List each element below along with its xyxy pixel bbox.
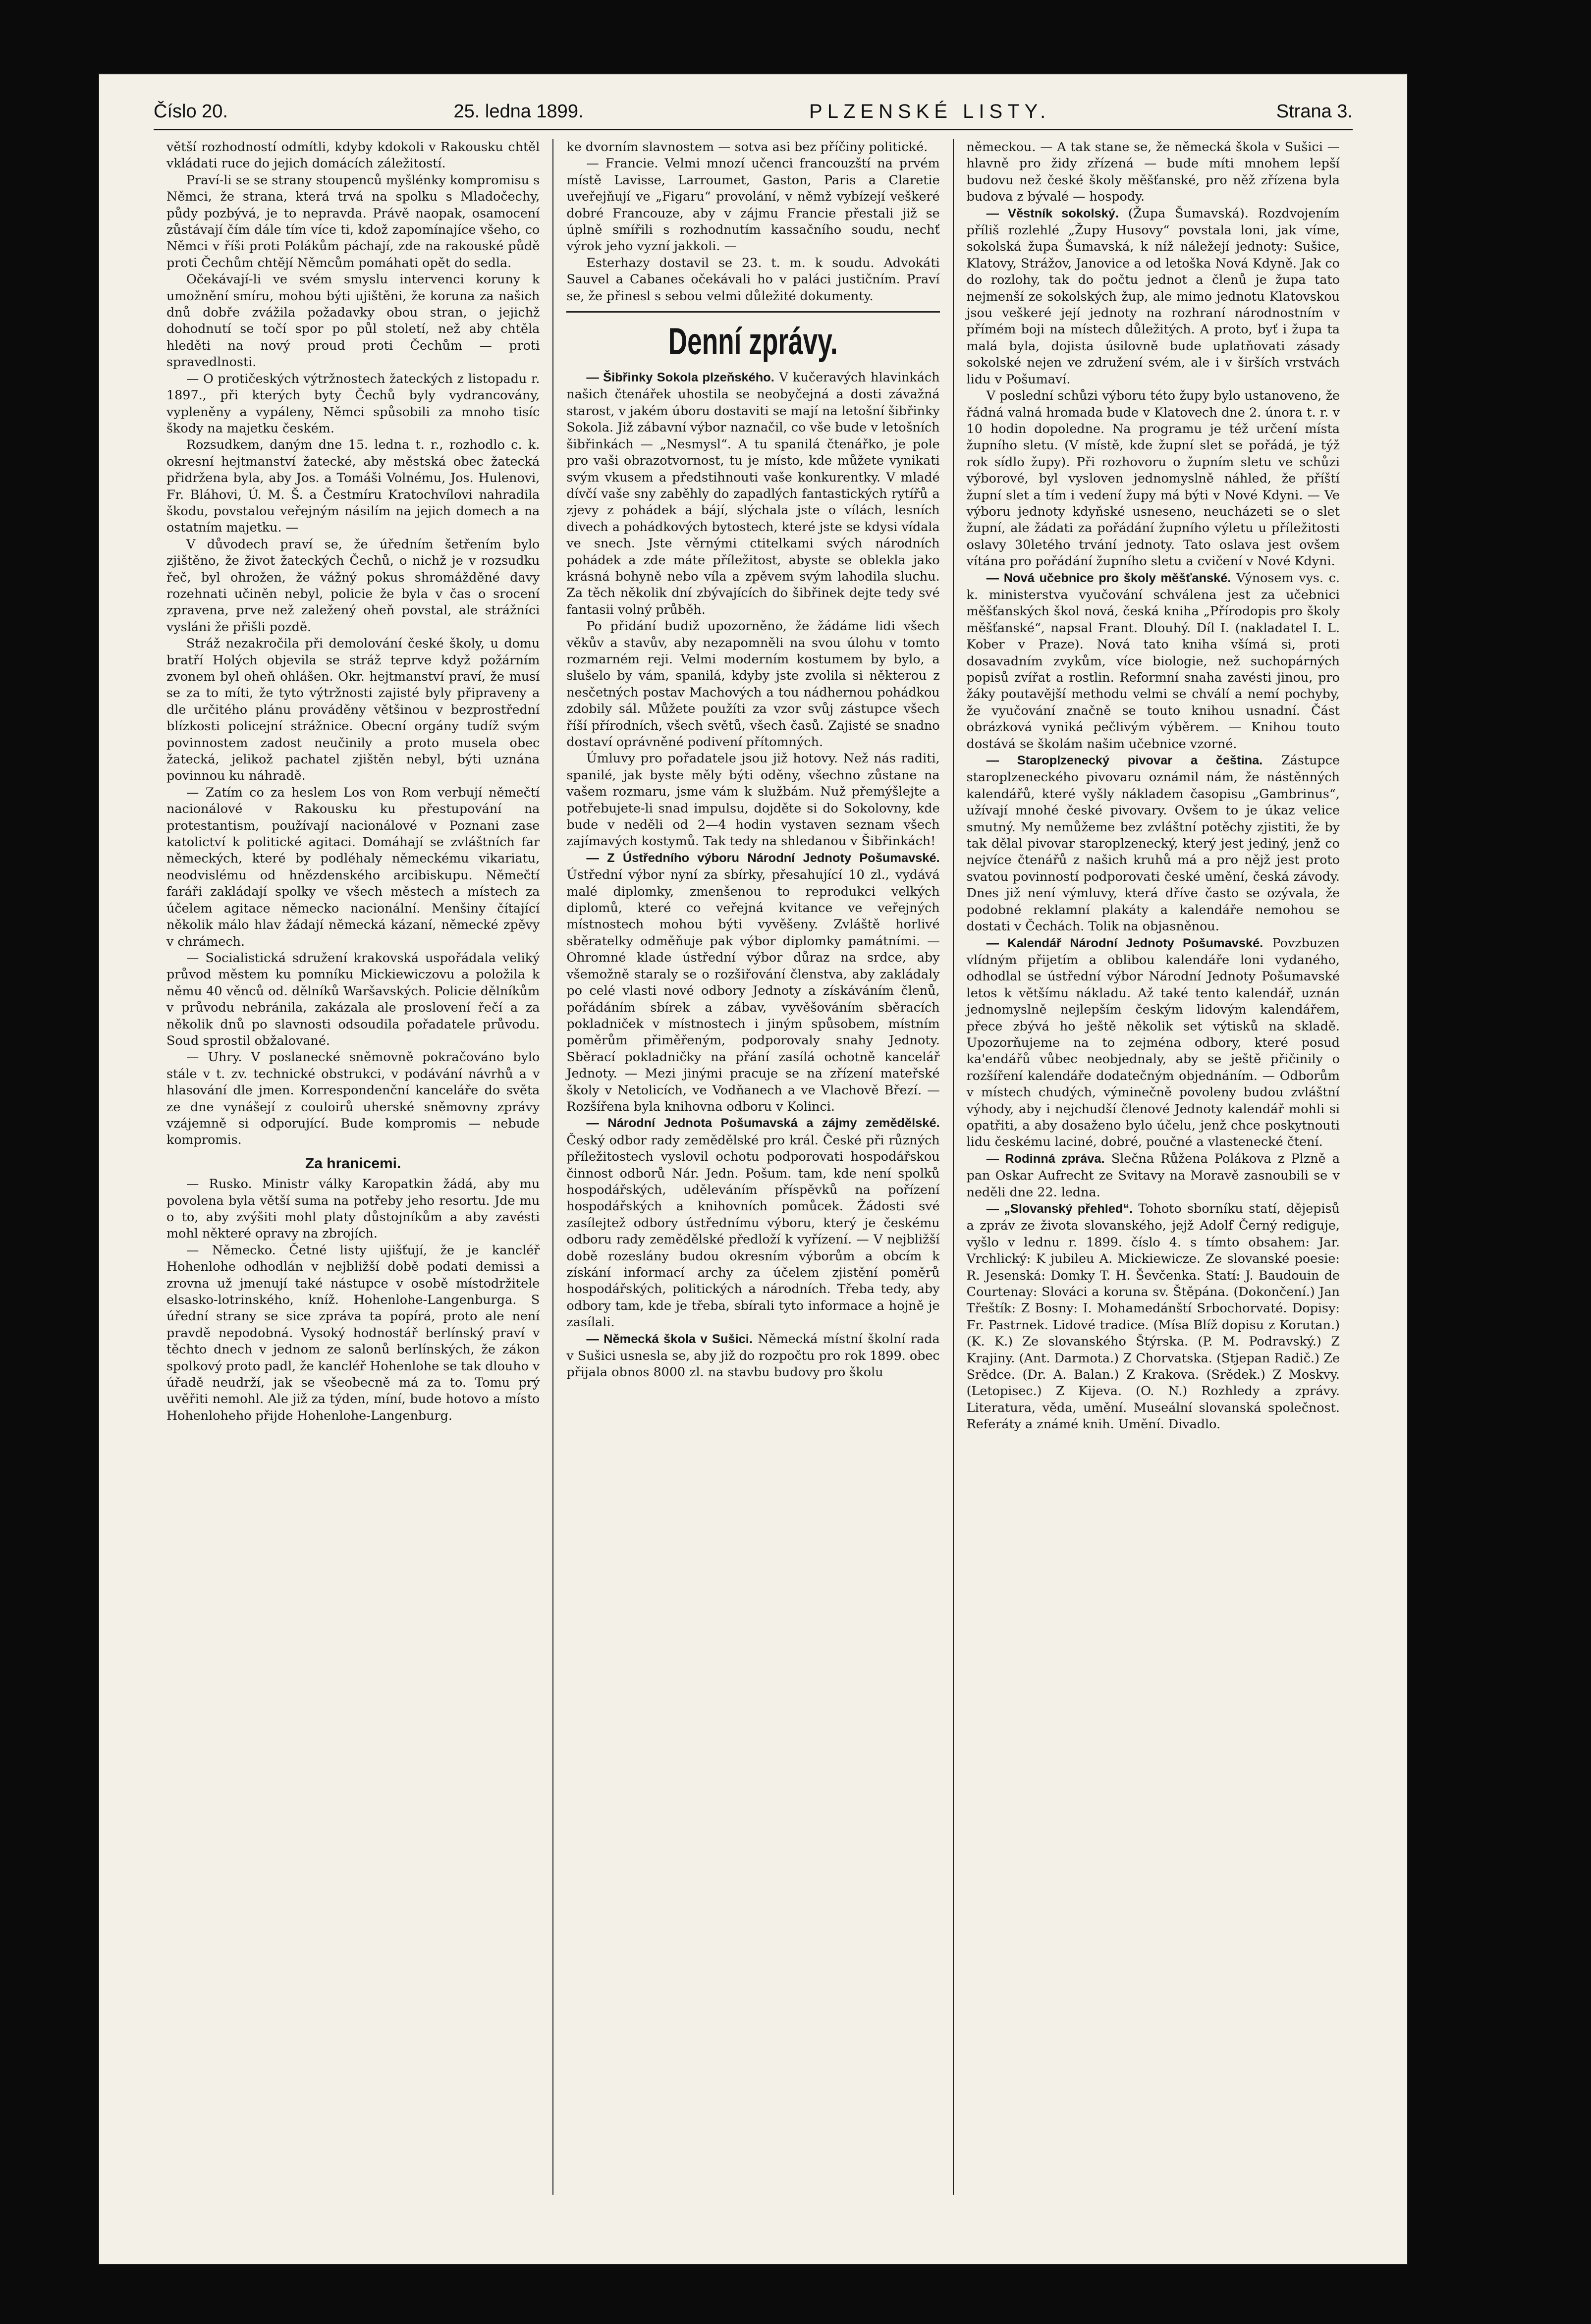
item-title: — Věstník sokolský. [986, 206, 1119, 220]
paragraph: Esterhazy dostavil se 23. t. m. k soudu. Advokáti Sauvel a Cabanes očekávali ho v paláci justičním. Praví se, že přinesl s sebou velmi důležité dokumenty. [566, 255, 940, 303]
paragraph: Praví-li se se strany stoupenců myšlénky kompromisu s Němci, že strana, která trvá na spolku s Mladočechy, půdy pozbývá, je to nepravda. Právě naopak, osamocení zůstávají čím dále tím více ti, kdož zapomínajíce všeho, co Němci v říši proti Polákům páchají, zde na rakouské půdě proti Čechům chtějí Němcům pomáhati opět do sedla. [166, 172, 540, 270]
item-text: Povzbuzen vlídným přijetím a oblibou kalendáře loni vydaného, odhodlal se ústřední výbor Národní Jednoty Pošumavské letos k většímu nákladu. Až také tento kalendář, uznán jednomyslně nejlepším českým lidovým kalendářem, přece zbývá ho ještě několik set výtisků na skladě. Upozorňujeme na to zejména odbory, které posud ka'endářů vůbec neobjednaly, aby se ještě přičinily o rozšíření kalendáře dodatečným objednáním. — Odborům v místech chudých, výminečně povoleny budou zvláštní výhody, aby i nejchudší členové Jednoty kalendář mohli si opatřiti, a aby dosaženo bylo účelu, jenž chce poskytnouti lidu českému laciné, dobré, poučné a vlastenecké čtení. [966, 935, 1340, 1149]
masthead: PLZENSKÉ LISTY. [809, 100, 1051, 122]
issue-number: Číslo 20. [154, 101, 228, 122]
paragraph [566, 850, 939, 1115]
paragraph [566, 369, 939, 618]
item-text: V kučeravých hlavinkách našich čtenářek uhostila se neobyčejná a dosti závažná starost, v jakém úboru dostaviti se mají na letošní šibřinky Sokola. Již zábavní výbor naznačil, co vše bude v letošních šibřinkách — „Nesmysl“. A tu spanilá čtenářko, je pole pro vaši obrazotvornost, tu je místo, kde můžete vynikati svým vkusem a předstihnouti vaše konkurentky. V mladé dívčí vaše sny zaběhly do zapadlých fantastických rytířů a zjevy z pohádek a bájí, slýchala jste o vílách, lesních divech a pohádkových bytostech, které jste se kdysi vídala ve snech. Jste věrnými ctitelkami svých národních pohádek a zde máte příležitost, abyste se oblekla jako krásná bohyně nebo víla a zpěvem svým lahodila sluchu. Za těch několik dní zbývajících do šibřinek dejte tedy své fantasii volný průběh. [566, 370, 940, 617]
item-text: Český odbor rady zemědělské pro král. České při různých příležitostech vyslovil ochotu podporovati hospodářskou činnost odborů Nár. Jedn. Pošum. tam, kde není spolků hospodářských, uděleváním příspěvků na pořízení hospodářských a knihovních pomůcek. Žádosti své zasílejtež odbory ústřednímu výboru, který je českému odboru rady zemědělské předloží k vyřízení. — V nejbližší době rozeslány budou okresním výborům a obcím k získání informací archy za účelem zjistění poměrů hospodářských, politických a národních. Třeba tedy, aby odbory tam, kde je třeba, sbírali tyto informace a hojně je zasílali. [566, 1132, 940, 1330]
page-header [154, 94, 1353, 130]
paragraph [967, 1150, 1340, 1200]
column-2 [552, 139, 952, 2195]
item-text: Německá místní školní rada v Sušici usnesla se, aby již do rozpočtu pro rok 1899. obec přijala obnos 8000 zl. na stavbu budovy pro školu [566, 1331, 940, 1380]
paragraph: — Uhry. V poslanecké sněmovně pokračováno bylo stále v t. zv. technické obstrukci, v podávání návrhů a v hlasování dle jmen. Korrespondenční kanceláře do světa ze dne vynášejí z couloirů uherské sněmovny zprávy vzájemně si odporující. Bude kompromis — nebude kompromis. [166, 1049, 540, 1147]
section-heading-large: Denní zprávy. [668, 321, 838, 363]
paragraph: — O protičeských výtržnostech žateckých z listopadu r. 1897., při kterých byty Čechů byly vydrancovány, vypleněny a vypáleny, Němci spůsobili za mnoho tisíc škody na majetku českém. [166, 371, 540, 435]
column-1 [154, 139, 552, 2195]
item-text: Slečna Růžena Polákova z Plzně a pan Oskar Aufrecht ze Svitavy na Moravě zasnoubili se v neděli dne 22. ledna. [966, 1150, 1340, 1199]
paragraph: větší rozhodností odmítli, kdyby kdokoli v Rakousku chtěl vkládati ruce do jejich domácích záležitostí. [166, 139, 540, 171]
newspaper-page [99, 74, 1407, 2264]
item-title: — „Slovanský přehled“. [986, 1202, 1133, 1216]
item-title: — Nová učebnice pro školy měšťanské. [986, 571, 1231, 585]
section-heading: Za hranicemi. [305, 1155, 401, 1172]
item-title: — Kalendář Národní Jednoty Pošumavské. [986, 936, 1263, 950]
paragraph [566, 1331, 939, 1381]
paragraph: Stráž nezakročila při demolování české školy, u domu bratří Holých objevila se stráž teprve když požárním zvonem byl oheň ohlášen. Okr. hejtmanství praví, že musí se za to míti, že tyto výtržnosti zajisté byly připraveny a dle určitého plánu prováděny většinou v bezprostřední blízkosti policejní strážnice. Obecní orgány tudíž svým povinnostem zadost neučinily a proto musela obec žatecká, jelikož pachatel zjištěn nebyl, býti uznána povinnou ku náhradě. [166, 636, 540, 783]
item-title: — Národní Jednota Pošumavská a zájmy zemědělské. [586, 1116, 940, 1131]
paragraph [566, 1115, 939, 1330]
paragraph [967, 570, 1340, 752]
paragraph [967, 1200, 1340, 1433]
item-title: — Staroplzenecký pivovar a čeština. [986, 754, 1263, 768]
issue-date: 25. ledna 1899. [453, 101, 584, 122]
item-text: Výnosem vys. c. k. ministerstva vyučování schválena jest za učebnici měšťanských škol nová, česká kniha „Přírodopis pro školy měšťanské“, napsal Frant. Dlouhý. Díl I. (nakladatel I. L. Kober v Praze). Nová tato kniha všímá si, proti dosavadním zvykům, více biologie, než suchopárných popisů zvířat a rostlin. Reformní snaha zavésti jinou, pro žáky poutavější methodu velmi se chválí a nemí pochyby, že vyučování značně se touto knihou usnadní. Část obrázková vyniká pečlivým výběrem. — Knihou touto dostává se školám našim učebnice vzorné. [966, 570, 1340, 751]
page-number: Strana 3. [1276, 101, 1353, 122]
item-text: (Župa Šumavská). Rozdvojením příliš rozlehlé „Župy Husovy“ povstala loni, jak víme, sokolská župa Šumavská, k níž náležejí jednoty: Sušice, Klatovy, Strážov, Janovice a od letoška Nová Kdyně. Jak co do rozlohy, tak do počtu jednot a členů je župa tato nejmenší ze sokolských žup, ale mimo jednotu Klatovskou jsou veškeré její jednoty na rozhraní národnostním v přímém boji na místech důležitých. A proto, byť i župa ta malá byla, dojista úsilovně bude uplatňovati zásady sokolské nejen ve združení svém, ale i v širších vrstvách lidu v Pošumaví. [966, 205, 1340, 386]
paragraph [967, 205, 1340, 387]
item-text: Tohoto sborníku statí, dějepisů a zpráv ze života slovanského, jejž Adolf Černý rediguje, vyšlo v lednu r. 1899. číslo 4. s tímto obsahem: Jar. Vrchlický: K jubileu A. Mickiewicze. Ze slovanské poesie: R. Jesenská: Domky T. H. Ševčenka. Statí: J. Baudouin de Courtenay: Slováci a koruna sv. Štěpána. (Dokončení.) Jan Třeštík: Z Bosny: I. Mohamedánští Srbochorvaté. Dopisy: Fr. Pastrnek. Lidové tradice. (Mísa Blíž dopisu z Korutan.) (K. K.) Ze slovanského Štýrska. (P. M. Podravský.) Z Krajiny. (Ant. Darmota.) Z Chorvatska. (Stjepan Radič.) Ze Srědce. (Dr. A. Balan.) Z Krakova. (Srědek.) Z Moskvy. (Letopisec.) Z Kijeva. (O. N.) Rozhledy a zprávy. Literatura, věda, umění. Museální slovanská společnost. Referáty a známé knih. Umění. Divadlo. [966, 1201, 1340, 1432]
item-text: Ústřední výbor nyní za sbírky, přesahující 10 zl., vydává malé diplomky, zmenšenou to reprodukci velkých diplomů, které co veřejná kvitance ve veřejných místnostech mohou býti vyvěšeny. Zvláště horlivé sběratelky odměňuje pak výbor diplomky památními. — Ohromné klade ústřední výbor důraz na srdce, aby všemožně staraly se o rozšiřování členstva, aby zakládaly po celé vlasti nové odbory Jednoty a získáváním členů, pořádáním sbírek a zábav, vyvěšováním sběracích pokladniček v místnostech i jiným spůsobem, místním poměrům přiměřeným, podporovaly snahy Jednoty. Sběrací pokladničky na přání zasílá ochotně kancelář Jednoty. — Mezi jinými pracuje se na zřízení mateřské školy v Netolicích, ve Vodňanech a ve Vlachově Březí. — Rozšířena byla knihovna odboru v Kolinci. [566, 867, 940, 1114]
paragraph: Po přidání budiž upozorněno, že žádáme lidi všech věkův a stavův, aby nezapomněli na svou úlohu v tomto rozmarném reji. Velmi moderním kostumem by bylo, a slušelo by vám, spanilá, kdyby jste zvolila si některou z nesčetných postav Machových a tou nádhernou pohádkou zdobily sál. Můžete použíti za vzor svůj zástupce všech říší přírodních, všech světů, všech časů. Zajisté se snadno dostaví oprávněné podivení přítomných. [566, 618, 940, 749]
paragraph: ke dvorním slavnostem — sotva asi bez příčiny politické. [566, 139, 928, 154]
paragraph: — Rusko. Ministr války Karopatkin žádá, aby mu povolena byla větší suma na potřeby jeho resortu. Jde mu o to, aby zvýšiti mohl platy důstojníkům a aby zavésti mohl některé opravy na zbrojích. [166, 1176, 540, 1241]
paragraph: V důvodech praví se, že úředním šetřením bylo zjištěno, že život žateckých Čechů, o nichž je v rozsudku řeč, byl ohrožen, že vážný pokus shromážděné davy rozehnati učiněn nebyl, policie že byla v čas o srocení zpravena, prve než zaležený oheň povstal, ale strážníci vysláni že přišli pozdě. [166, 536, 540, 634]
item-title: — Z Ústředního výboru Národní Jednoty Pošumavské. [586, 851, 940, 865]
item-text: Zástupce staroplzeneckého pivovaru oznámil nám, že nástěnných kalendářů, které vyšly nákladem časopisu „Gambrinus“, užívají mnohé české pivovary. Ovšem to je úkaz velice smutný. My nemůžeme bez zvláštní potěchy zjistiti, že by tak dělal pivovar staroplzenecký, který jest jediný, jenž co nejvíce čtenářů z našich kruhů má a pro nějž jest proto svatou povinností podporovati české umění, česká závody. Dnes již není výmluvy, která dříve často se ozývala, že podobné reklamní plakáty a kalendáře nemohou se dostati v Čechách. Tolik na objasněnou. [966, 753, 1340, 934]
paragraph: Úmluvy pro pořadatele jsou již hotovy. Než nás raditi, spanilé, jak byste měly býti oděny, všechno zůstane na vašem rozmaru, jsme vám k službám. Nuž přemýšlejte a potřebujete-li snad impulsu, dojděte si do Sokolovny, kde bude v neděli od 2—4 hodin vystaven seznam všech zajímavých kostymů. Tak tedy na shledanou v Šibřinkách! [566, 751, 940, 849]
item-title: — Šibřinky Sokola plzeňského. [586, 371, 774, 385]
paragraph: německou. — A tak stane se, že německá škola v Sušici — hlavně pro židy zřízená — bude míti mnohem lepší budovu než české školy měšťanské, pro něž zřízena byla budova z bývalé — hospody. [966, 139, 1340, 204]
paragraph [967, 752, 1340, 934]
article-columns [154, 139, 1353, 2195]
paragraph: — Německo. Četné listy ujišťují, že je kancléř Hohenlohe odhodlán v nejbližší době podati demissi a zrovna už jmenují také nástupce v osobě místodržitele elsasko-lotrinského, kníž. Hohenlohe-Langenburga. S úřední strany se sice zpráva ta popírá, proto ale není pravdě nepodobná. Vysoký hodnostář berlínský praví v těchto dnech v jednom ze salonů berlínských, že zákon spolkový proto padl, že kancléř Hohenlohe se tak dlouho v úřadě neudrží, jak se všeobecně má za to. Tomu prý uvěřiti nemohl. Ale již za týden, míní, bude hotovo a místo Hohenloheho přijde Hohenlohe-Langenburg. [166, 1242, 540, 1423]
paragraph: V poslední schůzi výboru této župy bylo ustanoveno, že řádná valná hromada bude v Klatovech dne 2. února t. r. v 10 hodin dopoledne. Na programu je též určení místa župního sletu. (V místě, kde župní slet se pořádá, je týž rok sídlo župy). Při rozhovoru o župním sletu ve schůzi výborové, byl vysloven jednomyslně náhled, že příští župní slet a tím i vedení župy má býti v Nové Kdyni. — Ve výboru jednoty kdyňské usneseno, neucházeti se o slet župní, ale žádati za pořádání župního výletu u příležitosti oslavy 30letého trvání jednoty. Tato oslava jest ovšem vítána pro pořádání župního sletu a cvičení v Nové Kdyni. [966, 388, 1340, 569]
item-title: — Rodinná zpráva. [986, 1151, 1105, 1166]
paragraph: Očekávají-li ve svém smyslu intervenci koruny k umožnění smíru, mohou býti ujištěni, že koruna za našich dnů dobře zvážila požadavky obou stran, o jejichž dohodnutí se točí spor po půl století, než aby chtěla hleděti na nový proud proti Čechům — proti spravedlnosti. [166, 271, 540, 370]
column-3 [953, 139, 1353, 2195]
paragraph: — Francie. Velmi mnozí učenci francouzští na prvém místě Lavisse, Larroumet, Gaston, Paris a Claretie uveřejňují ve „Figaru“ provolání, v němž vybízejí veškeré dobré Francouze, aby v zájmu Francie přestali již se úplně smířili s rozhodnutím kassačního soudu, nechť výrok jeho vyzní jakkoli. — [566, 156, 940, 254]
divider [566, 311, 939, 313]
paragraph: Rozsudkem, daným dne 15. ledna t. r., rozhodlo c. k. okresní hejtmanství žatecké, aby městská obec žatecká přidržena byla, aby Jos. a Tomáši Volnému, Jos. Hulenovi, Fr. Bláhovi, Ú. M. Š. a Čestmíru Kratochvílovi nahradila škodu, povstalou veřejným násilím na jejich domech a na ostatním majetku. — [166, 437, 540, 535]
item-title: — Německá škola v Sušici. [586, 1332, 753, 1346]
paragraph: — Zatím co za heslem Los von Rom verbují němečtí nacionálové v Rakousku ku přestupování na protestantism, používají nacionálové v Poznani zase katolictví k politické agitaci. Domáhají se zvláštních far německých, které by podléhaly německému vikariatu, neodvislému od hnězdenského arcibiskupu. Němečtí faráři zakládají spolky ve všech městech a místech za účelem agitace německo nacionální. Menšiny čítající několik málo hlav žádají německá kázaní, německé zpěvy v chrámech. [166, 784, 540, 949]
paragraph: — Socialistická sdružení krakovská uspořádala veliký průvod městem ku pomníku Mickiewiczovu a položila k němu 40 věnců od. dělníků Waršavských. Policie dělníkům v průvodu nebránila, zakázala ale proslovení řečí a za několik dnů po slavnosti odsoudila pořadatele průvodu. Soud sprostil obžalované. [166, 950, 540, 1048]
paragraph [967, 935, 1340, 1150]
